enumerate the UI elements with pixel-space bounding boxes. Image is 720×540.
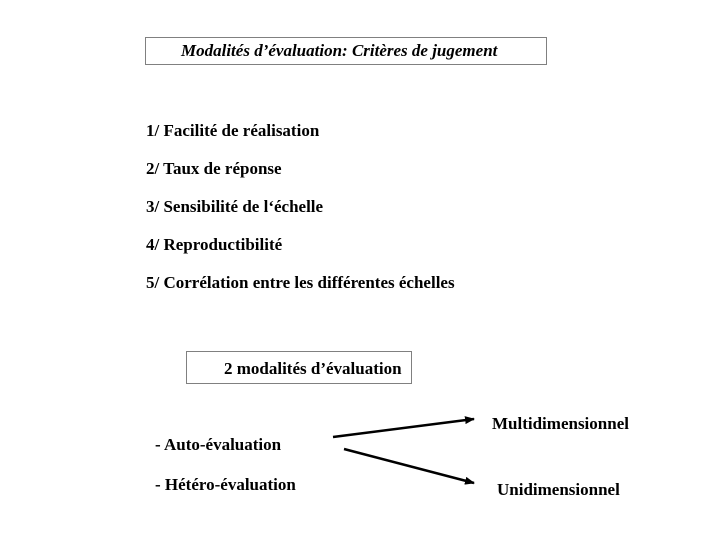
slide-title: Modalités d’évaluation: Critères de jugement	[181, 41, 498, 60]
arrow-to-multidimensional	[333, 419, 474, 437]
modalities-label: 2 modalités d’évaluation	[224, 359, 402, 378]
criterion-item: 3/ Sensibilité de l‘échelle	[146, 197, 324, 216]
criterion-item: 4/ Reproductibilité	[146, 235, 283, 254]
arrow-to-unidimensional	[344, 449, 474, 483]
hetero-evaluation-label: - Hétéro-évaluation	[155, 475, 296, 494]
criterion-item: 5/ Corrélation entre les différentes échelles	[146, 273, 455, 292]
auto-evaluation-label: - Auto-évaluation	[155, 435, 282, 454]
criterion-item: 1/ Facilité de réalisation	[146, 121, 320, 140]
unidimensional-label: Unidimensionnel	[497, 480, 620, 499]
criterion-item: 2/ Taux de réponse	[146, 159, 282, 178]
multidimensional-label: Multidimensionnel	[492, 414, 629, 433]
